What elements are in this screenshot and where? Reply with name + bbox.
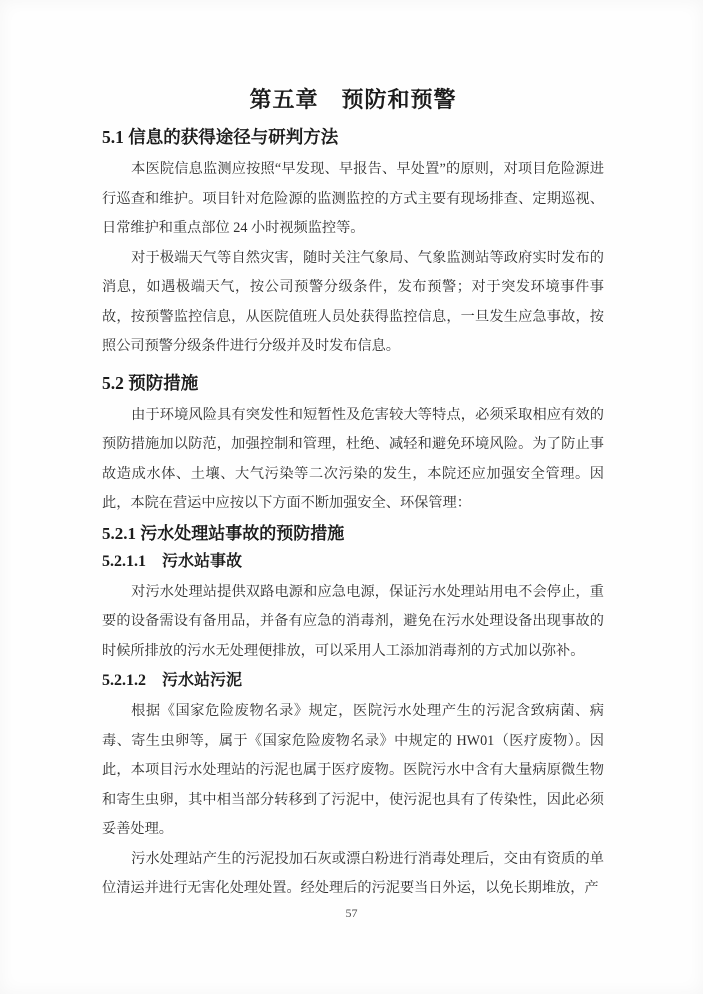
chapter-title: 第五章 预防和预警 <box>249 87 457 112</box>
section-5-2-1-1-paragraph-1: 对污水处理站提供双路电源和应急电源，保证污水处理站用电不会停止，重要的设备需设有备用品，并备有应急的消毒剂，避免在污水处理设备出现事故的时候所排放的污水无处理便排放，可以采用人工添加消毒剂的方式加以弥补。 <box>102 583 604 659</box>
section-heading-5-1: 5.1 信息的获得途径与研判方法 <box>102 127 339 147</box>
section-heading-5-2: 5.2 预防措施 <box>102 372 199 393</box>
page-number: 57 <box>345 906 358 920</box>
section-heading-5-2-1-1: 5.2.1.1 污水站事故 <box>102 552 243 570</box>
section-5-2-1-2-paragraph-1: 根据《国家危险废物名录》规定，医院污水处理产生的污泥含致病菌、病毒、寄生虫卵等，属于《国家危险废物名录》中规定的 HW01（医疗废物）。因此，本项目污水处理站的污泥也属于医疗废物。医院污水中含有大量病原微生物和寄生虫卵，其中相当部分转移到了污泥中，使污泥也具有了传染性，因此必须妥善处理。 <box>102 703 604 837</box>
section-heading-5-2-1: 5.2.1 污水处理站事故的预防措施 <box>102 523 345 543</box>
section-heading-5-2-1-2: 5.2.1.2 污水站污泥 <box>102 672 243 689</box>
section-5-2-1-2-paragraph-2: 污水处理站产生的污泥投加石灰或漂白粉进行消毒处理后，交由有资质的单位清运并进行无害化处理处置。经处理后的污泥要当日外运，以免长期堆放，产 <box>102 850 604 896</box>
section-5-1-paragraph-1: 本医院信息监测应按照“早发现、早报告、早处置”的原则，对项目危险源进行巡查和维护。项目针对危险源的监测监控的方式主要有现场排查、定期巡视、日常维护和重点部位 24 小时视频监控等。 <box>102 161 604 236</box>
section-5-1-paragraph-2: 对于极端天气等自然灾害，随时关注气象局、气象监测站等政府实时发布的消息，如遇极端天气，按公司预警分级条件，发布预警；对于突发环境事件事故，按预警监控信息，从医院值班人员处获得监控信息，一旦发生应急事故，按照公司预警分级条件进行分级并及时发布信息。 <box>102 249 604 354</box>
section-5-2-paragraph-1: 由于环境风险具有突发性和短暂性及危害较大等特点，必须采取相应有效的预防措施加以防范，加强控制和管理，杜绝、减轻和避免环境风险。为了防止事故造成水体、土壤、大气污染等二次污染的发生，本院还应加强安全管理。因此，本院在营运中应按以下方面不断加强安全、环保管理： <box>102 406 604 511</box>
